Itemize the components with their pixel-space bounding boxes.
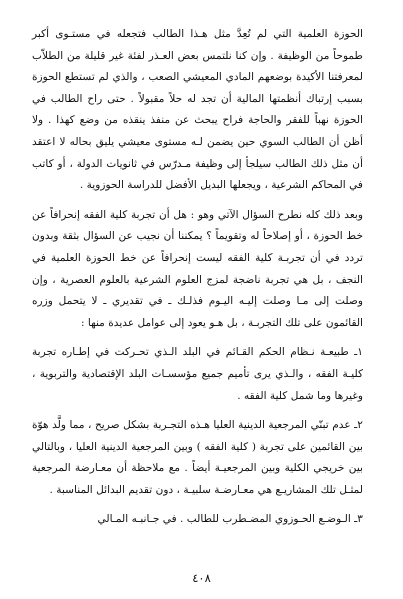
list-item-1: ١ـ طبيعـة نـظام الحكم القـائم في البلد الـذي تحـركت في إطـاره تجربة كليـة الفقه ، والـذي يرى تأميم جميع مؤسسـات البلد الإقتصادية والتربوية ، وغيرها وما شمل كلية الفقه . — [32, 346, 363, 402]
list-item-2: ٢ـ عدم تبنّي المرجعية الدينية العليا هـذه التجـربة بشكل صريح ، مما ولَّد هوّة بين القائمين على تجربة ( كلية الفقه ) وبين المرجعية الدينية العليا ، وبالتالي بين خريجي الكلية وبين المرجعيـة أيضاً . مع ملاحظة أن معـارضة المرجعية لمثـل تلك المشاريـع هي معـارضـة سلبيـة ، دون تقديم البدائل المناسبة . — [32, 419, 363, 496]
list-item-3: ٣ـ الـوضـع الحـوزوي المضـطرب للطالب . في جـانبـه المـالي — [97, 513, 363, 526]
document-page — [32, 24, 363, 579]
page-number: ٤٠٨ — [192, 571, 211, 585]
paragraph-intro: الحوزة العلمية التي لم تُعِدَّ مثل هـذا الطالب فتجعله في مستـوى أكبر طموحاً من الوظيفة . وإن كنا نلتمس بعض العـذر لفئة غير قليلة من الطلاّب لمعرفتنا الأكيدة بوضعهم المادي المعيشي الصعب ، والذي لم تستطع الحوزة بسبب إرتباك أنظمتها المالية أن تجد له حلاً مقبولاً . حتى راح الطالب في الحوزة نهباً للفقر والحاجة فراح يبحث عن منفذ ينقذه من وضع كهذا . ولا أظن أن الطالب السوي حين يضمن لـه مستوى معيشي يليق بحاله لا اعتقد أن مثل ذلك الطالب سيلجأ إلى وظيفة مـدرّس في ثانويات الدولة ، أو كاتب في المحاكم الشرعية ، ويجعلها البديل الأفضل للدراسة الحوزوية . — [32, 28, 363, 192]
paragraph-question: وبعد ذلك كله نطرح السؤال الآتي وهو : هل أن تجربة كلية الفقه إنحرافاً عن خط الحوزة ، أو إصلاحاً له وتقويماً ؟ يمكننا أن نجيب عن السؤال بثقة وبدون تردد في أن تجربـة كلية الفقه ليست إنحرافاً عن خط الحوزة العلمية في النجف ، بل هي تجربة ناضجة لمزج العلوم الشرعية بالعلوم العصرية ، وإن وصلت إلى مـا وصلت إليـه اليـوم فذلـك ـ في تقديري ـ لا يتحمل وزره القائمون على تلك التجربـة ، بل هـو يعود إلى عوامل عديدة منها : — [32, 208, 363, 329]
